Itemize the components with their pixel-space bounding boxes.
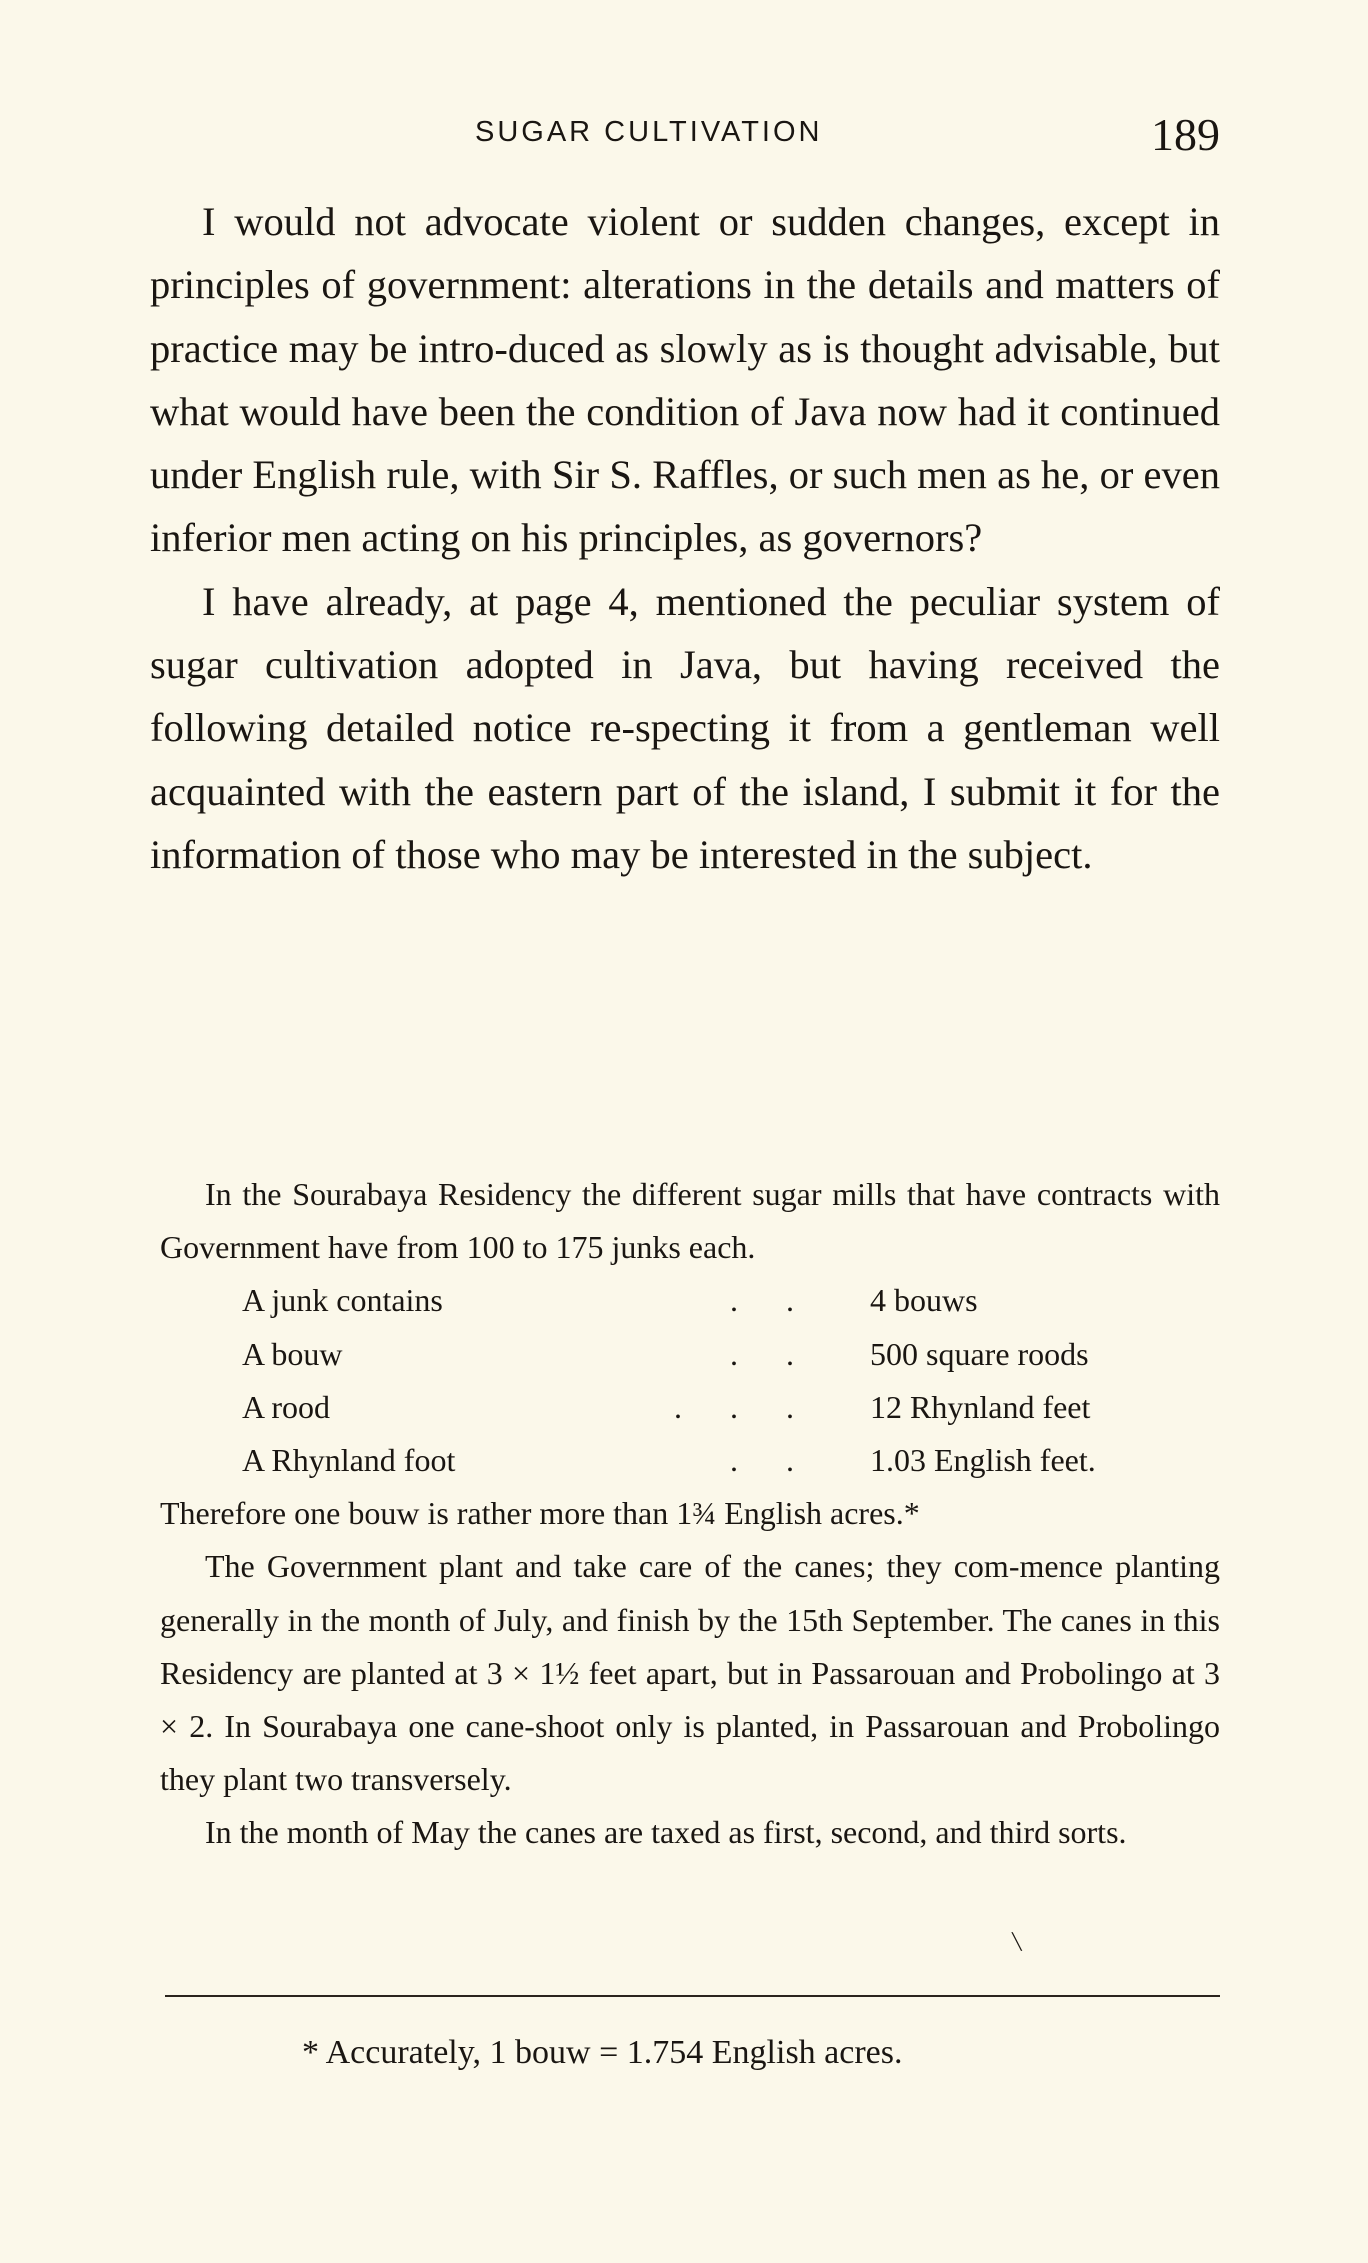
units-table [242, 1274, 1096, 1487]
notice-paragraph: The Government plant and take care of the canes; they com-mence planting generally in the month of July, and finish by the 15th September. The canes in this Residency are planted at 3 × 1½ feet apart, but in Passarouan and Probolingo at 3 × 2. In Sourabaya one cane-shoot only is planted, in Passarouan and Probolingo they plant two transversely. [160, 1548, 1220, 1798]
quoted-notice [160, 1168, 1220, 1860]
unit-equivalent: 1.03 English feet. [870, 1442, 1096, 1479]
table-row [242, 1274, 1096, 1327]
notice-paragraph: In the month of May the canes are taxed as first, second, and third sorts. [205, 1814, 1127, 1851]
leader-dots: ... [674, 1388, 842, 1425]
table-row [242, 1381, 1096, 1434]
page-number: 189 [1151, 109, 1220, 160]
table-row [242, 1328, 1096, 1381]
table-row [242, 1434, 1096, 1487]
paragraph: I have already, at page 4, mentioned the peculiar system of sugar cultivation adopted in Java, but having received the following detailed notice re-specting it from a gentleman well acquainted with the eastern part of the island, I submit it for the information of those who may be interested in the subject. [150, 578, 1220, 877]
footnote: * Accurately, 1 bouw = 1.754 English acres. [302, 2034, 903, 2071]
running-title: SUGAR CULTIVATION [475, 116, 823, 148]
unit-name: A rood [242, 1388, 330, 1425]
unit-equivalent: 4 bouws [870, 1282, 978, 1319]
unit-name: A Rhynland foot [242, 1442, 456, 1479]
unit-name: A junk contains [242, 1282, 443, 1319]
footnote-rule [165, 1995, 1220, 1997]
unit-equivalent: 500 square roods [870, 1335, 1089, 1372]
ink-mark: ╲ [1012, 1934, 1022, 1951]
leader-dots: .. [730, 1335, 842, 1372]
leader-dots: .. [730, 1442, 842, 1479]
main-text [150, 190, 1220, 886]
leader-dots: .. [730, 1282, 842, 1319]
unit-equivalent: 12 Rhynland feet [870, 1388, 1091, 1425]
paragraph: I would not advocate violent or sudden changes, except in principles of government: alterations in the details and matters of practice may be intro-duced as slowly as is thought advisable, but what would have been the condition of Java now had it continued under English rule, with Sir S. Raffles, or such men as he, or even inferior men acting on his principles, as governors? [150, 199, 1220, 561]
notice-intro: In the Sourabaya Residency the different sugar mills that have contracts with Government have from 100 to 175 junks each. [160, 1176, 1220, 1266]
notice-conclusion: Therefore one bouw is rather more than 1¾ English acres.* [160, 1495, 920, 1532]
unit-name: A bouw [242, 1335, 343, 1372]
running-head [150, 108, 1220, 158]
